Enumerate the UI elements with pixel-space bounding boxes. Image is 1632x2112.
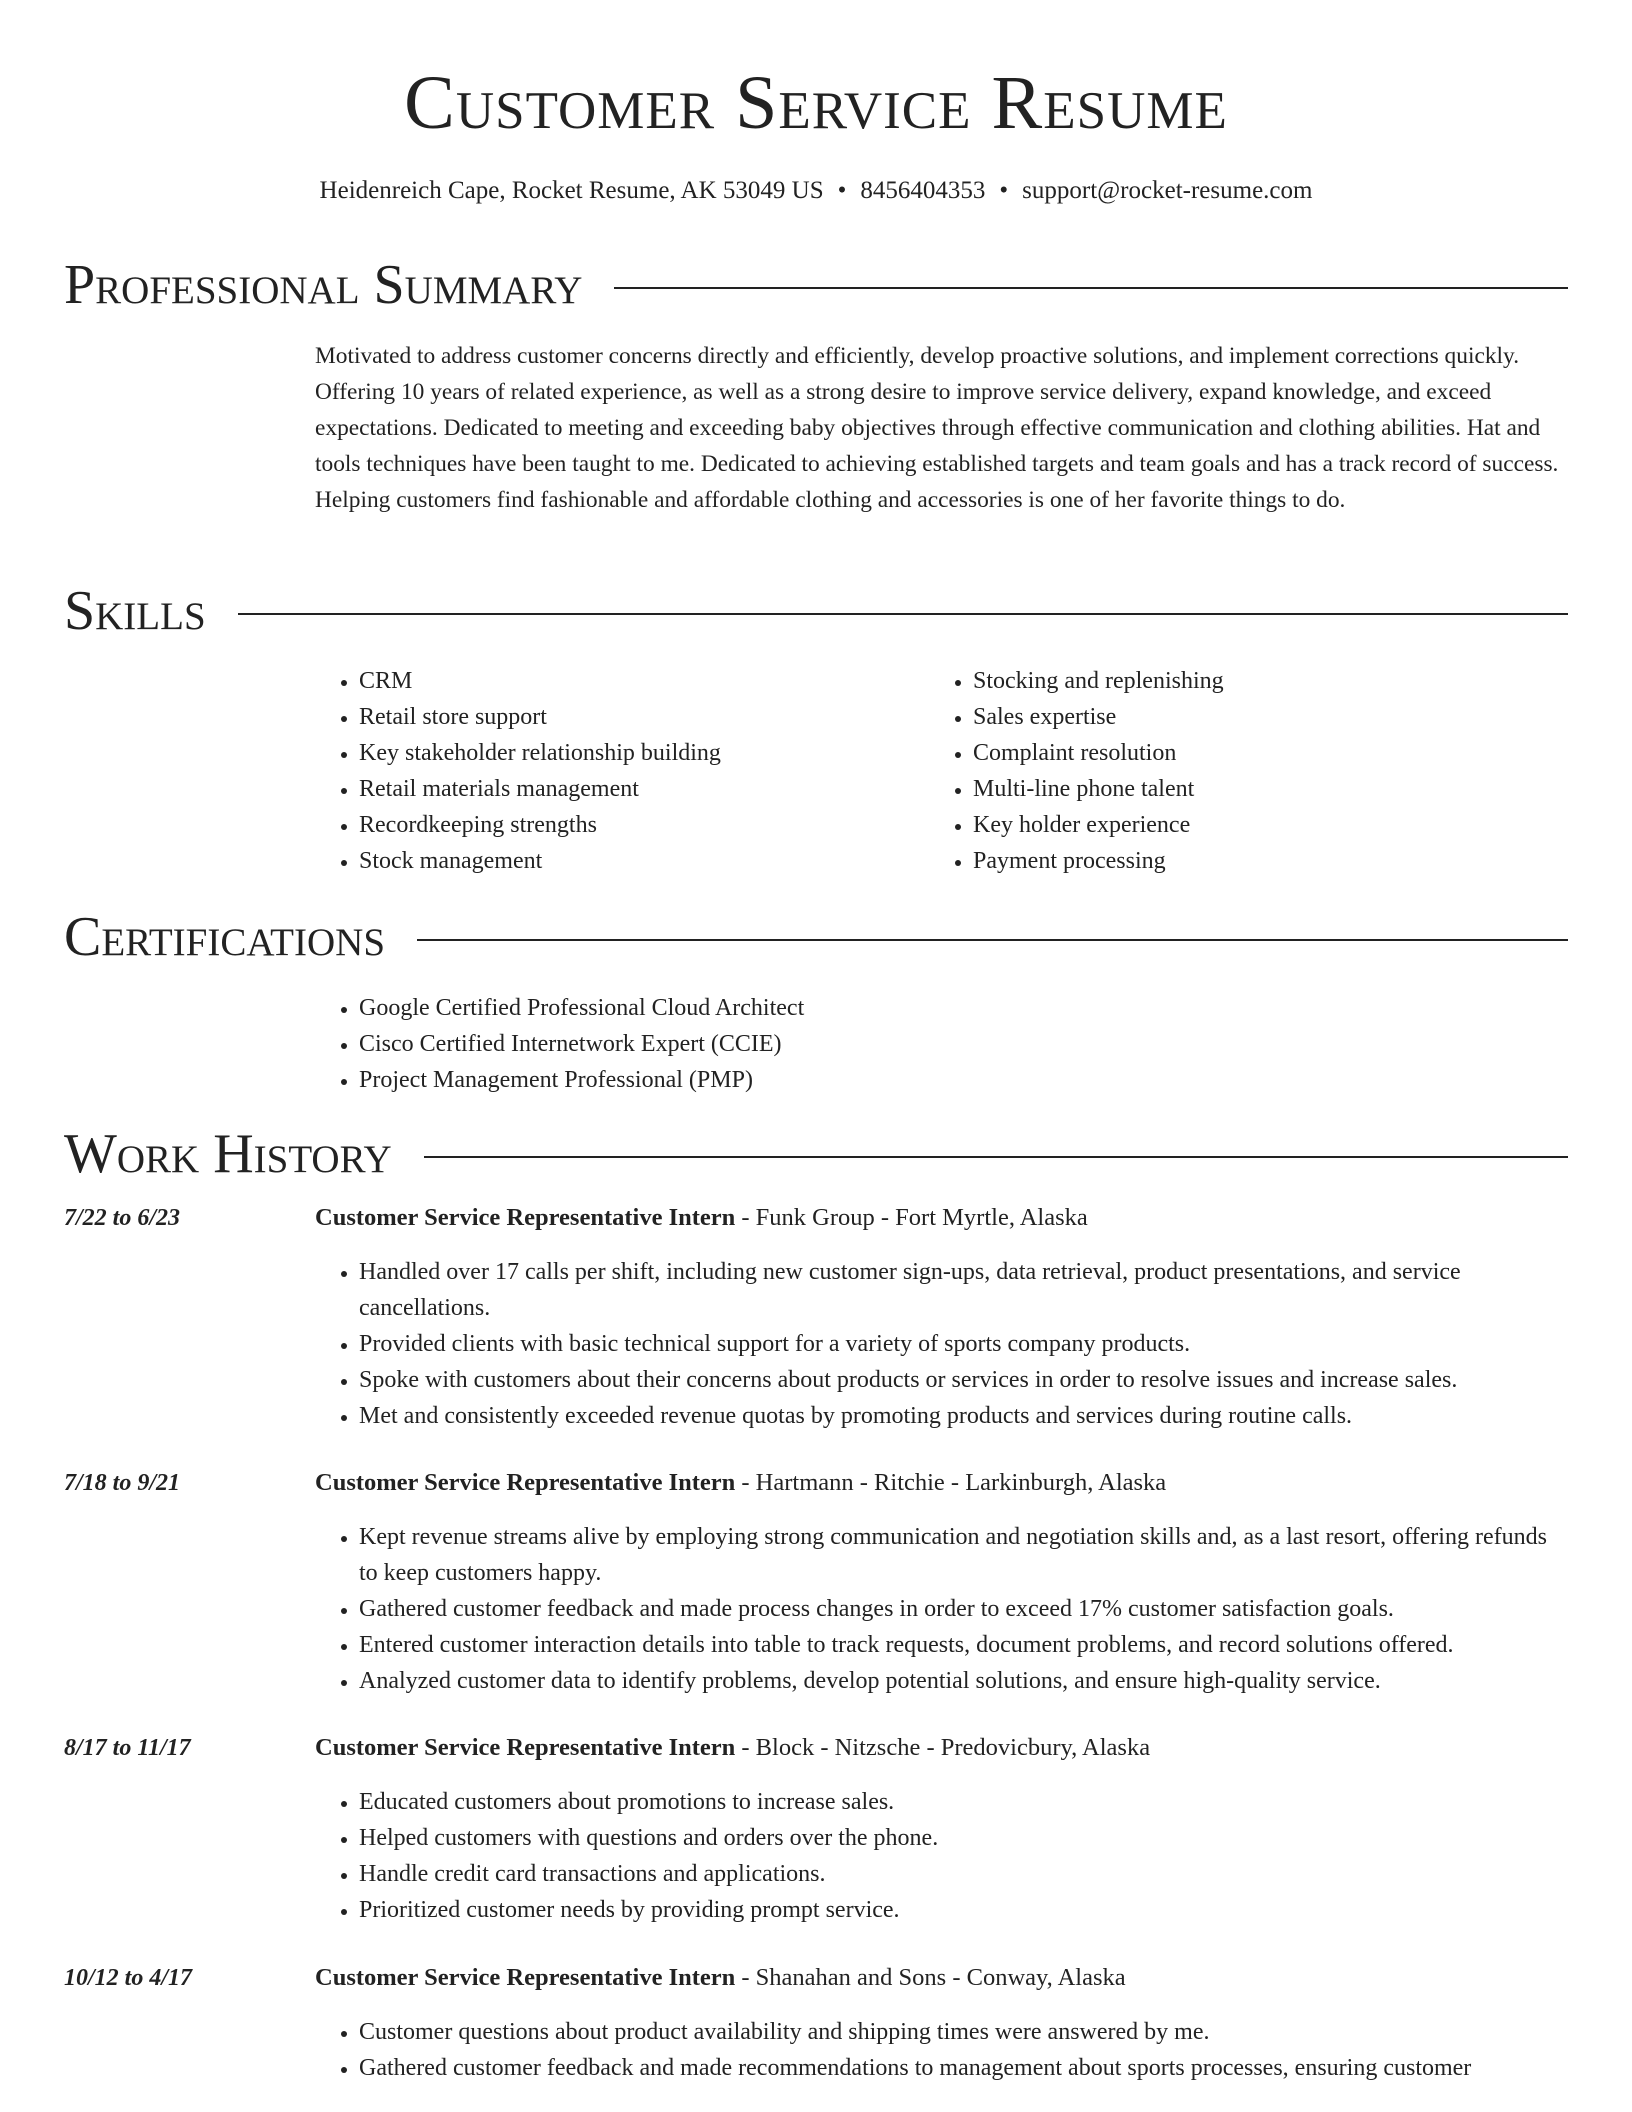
job-bullet: • Handled over 17 calls per shift, including new customer sign-ups, data retrieval, product presentations, and service cancellations. [359, 1254, 1568, 1326]
contact-separator: • [837, 177, 847, 204]
job-bullet: • Gathered customer feedback and made process changes in order to exceed 17% customer satisfaction goals. [359, 1591, 1568, 1627]
skills-heading: Skills [64, 580, 206, 642]
skill-item: • Sales expertise [973, 699, 1224, 735]
job-bullets [315, 1254, 1568, 1434]
work-history-section-header [64, 1121, 1568, 1187]
job-title: Customer Service Representative Intern [315, 1734, 736, 1761]
job-bullet: • Entered customer interaction details into table to track requests, document problems, and record solutions offered. [359, 1627, 1568, 1663]
job-employer-location: - Shanahan and Sons - Conway, Alaska [735, 1964, 1126, 1991]
job-title: Customer Service Representative Intern [315, 1964, 736, 1991]
skill-item: • CRM [359, 663, 721, 699]
section-divider [417, 939, 1568, 941]
skill-item: • Recordkeeping strengths [359, 807, 721, 843]
certifications-section-header [64, 904, 1568, 970]
certification-item: • Google Certified Professional Cloud Architect [359, 990, 804, 1026]
skill-item: • Key holder experience [973, 807, 1224, 843]
job-bullet: • Gathered customer feedback and made recommendations to management about sports processes, ensuring customer [359, 2050, 1568, 2086]
job-dates: 7/22 to 6/23 [64, 1205, 181, 1231]
section-divider [614, 287, 1568, 289]
job-dates: 7/18 to 9/21 [64, 1470, 181, 1496]
job-title: Customer Service Representative Intern [315, 1469, 736, 1496]
skill-item: • Retail store support [359, 699, 721, 735]
job-dates: 10/12 to 4/17 [64, 1965, 193, 1991]
job-bullets [315, 2014, 1568, 2086]
job-title: Customer Service Representative Intern [315, 1204, 736, 1231]
skills-section-header [64, 578, 1568, 644]
summary-section-header [64, 252, 1568, 318]
job-bullet: • Met and consistently exceeded revenue quotas by promoting products and services during routine calls. [359, 1398, 1568, 1434]
job-bullets [315, 1519, 1568, 1699]
job-bullet: • Provided clients with basic technical support for a variety of sports company products. [359, 1326, 1568, 1362]
job-heading [315, 1200, 1088, 1236]
work-history-heading: Work History [64, 1123, 392, 1185]
job-dates: 8/17 to 11/17 [64, 1735, 191, 1761]
certification-item: • Project Management Professional (PMP) [359, 1062, 804, 1098]
job-bullet: • Handle credit card transactions and applications. [359, 1856, 1568, 1892]
job-bullets [315, 1784, 1568, 1928]
skill-item: • Complaint resolution [973, 735, 1224, 771]
summary-heading: Professional Summary [64, 254, 583, 316]
section-divider [424, 1156, 1568, 1158]
job-heading [315, 1465, 1166, 1501]
job-bullet: • Helped customers with questions and orders over the phone. [359, 1820, 1568, 1856]
job-employer-location: - Hartmann - Ritchie - Larkinburgh, Alaska [735, 1469, 1167, 1496]
job-bullet: • Spoke with customers about their concerns about products or services in order to resolve issues and increase sales. [359, 1362, 1568, 1398]
skill-item: • Payment processing [973, 843, 1224, 879]
job-bullet: • Customer questions about product availability and shipping times were answered by me. [359, 2014, 1568, 2050]
job-employer-location: - Block - Nitzsche - Predovicbury, Alaska [735, 1734, 1151, 1761]
skill-item: • Key stakeholder relationship building [359, 735, 721, 771]
job-employer-location: - Funk Group - Fort Myrtle, Alaska [735, 1204, 1088, 1231]
skills-column-right [929, 663, 1224, 879]
summary-text: Motivated to address customer concerns directly and efficiently, develop proactive solutions, and implement corrections quickly. Offering 10 years of related experience, as well as a strong desire to improve service delivery, expand knowledge, and exceed expectations. Dedicated to meeting and exceeding baby objectives through effective communication and clothing abilities. Hat and tools techniques have been taught to me. Dedicated to achieving established targets and team goals and has a track record of success. Helping customers find fashionable and affordable clothing and accessories is one of her favorite things to do. [315, 343, 1559, 513]
job-bullet: • Educated customers about promotions to increase sales. [359, 1784, 1568, 1820]
certifications-heading: Certifications [64, 906, 386, 968]
section-divider [238, 613, 1568, 615]
job-bullet: • Kept revenue streams alive by employing strong communication and negotiation skills and, as a last resort, offering refunds to keep customers happy. [359, 1519, 1568, 1591]
certification-item: • Cisco Certified Internetwork Expert (CCIE) [359, 1026, 804, 1062]
resume-title: Customer Service Resume [404, 61, 1228, 145]
skills-column-left [315, 663, 721, 879]
skill-item: • Stocking and replenishing [973, 663, 1224, 699]
job-heading [315, 1730, 1150, 1766]
job-heading [315, 1960, 1126, 1996]
skill-item: • Retail materials management [359, 771, 721, 807]
certifications-list [315, 990, 804, 1098]
contact-phone: 8456404353 [860, 177, 986, 204]
skill-item: • Stock management [359, 843, 721, 879]
job-bullet: • Analyzed customer data to identify problems, develop potential solutions, and ensure high-quality service. [359, 1663, 1568, 1699]
contact-address: Heidenreich Cape, Rocket Resume, AK 53049 US [319, 177, 824, 204]
contact-email: support@rocket-resume.com [1022, 177, 1313, 204]
job-bullet: • Prioritized customer needs by providing prompt service. [359, 1892, 1568, 1928]
contact-line [0, 175, 1632, 207]
contact-separator: • [999, 177, 1009, 204]
skill-item: • Multi-line phone talent [973, 771, 1224, 807]
